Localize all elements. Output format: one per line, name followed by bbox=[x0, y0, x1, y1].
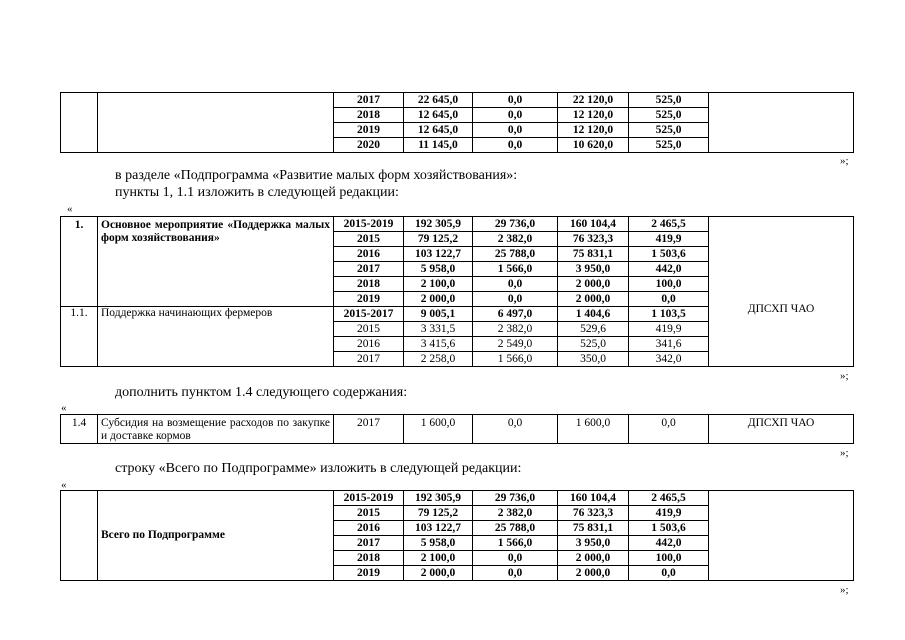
closing-quote: »; bbox=[840, 370, 849, 382]
num-cell bbox=[61, 93, 98, 153]
value-cell: 6 497,0 bbox=[473, 307, 558, 322]
value-cell: 525,0 bbox=[629, 138, 709, 153]
num-cell bbox=[61, 491, 98, 581]
value-cell: 419,9 bbox=[629, 506, 709, 521]
value-cell: 0,0 bbox=[473, 551, 558, 566]
value-cell: 525,0 bbox=[629, 93, 709, 108]
item-name: Основное мероприятие «Поддержка малых форм хозяйствования» bbox=[98, 217, 334, 307]
year-cell: 2017 bbox=[334, 415, 404, 444]
closing-quote: »; bbox=[840, 447, 849, 459]
value-cell: 1 503,6 bbox=[629, 247, 709, 262]
value-cell: 1 503,6 bbox=[629, 521, 709, 536]
value-cell: 22 120,0 bbox=[558, 93, 629, 108]
value-cell: 2 382,0 bbox=[473, 322, 558, 337]
value-cell: 2 000,0 bbox=[558, 277, 629, 292]
opening-quote: « bbox=[61, 402, 67, 414]
value-cell: 1 404,6 bbox=[558, 307, 629, 322]
year-cell: 2018 bbox=[334, 277, 404, 292]
year-cell: 2015 bbox=[334, 506, 404, 521]
value-cell: 2 465,5 bbox=[629, 217, 709, 232]
total-cell: 5 958,0 bbox=[404, 262, 473, 277]
year-cell: 2017 bbox=[334, 536, 404, 551]
total-cell: 79 125,2 bbox=[404, 232, 473, 247]
value-cell: 2 549,0 bbox=[473, 337, 558, 352]
paragraph-items: пункты 1, 1.1 изложить в следующей редакции: bbox=[115, 185, 399, 200]
table-total bbox=[60, 490, 854, 581]
year-cell: 2015 bbox=[334, 322, 404, 337]
value-cell: 1 566,0 bbox=[473, 352, 558, 367]
value-cell: 2 382,0 bbox=[473, 506, 558, 521]
year-cell: 2017 bbox=[334, 93, 404, 108]
year-cell: 2018 bbox=[334, 551, 404, 566]
year-cell: 2018 bbox=[334, 108, 404, 123]
value-cell: 525,0 bbox=[629, 108, 709, 123]
value-cell: 1 600,0 bbox=[558, 415, 629, 444]
value-cell: 12 120,0 bbox=[558, 108, 629, 123]
total-cell: 192 305,9 bbox=[404, 217, 473, 232]
value-cell: 525,0 bbox=[558, 337, 629, 352]
total-cell: 2 258,0 bbox=[404, 352, 473, 367]
value-cell: 75 831,1 bbox=[558, 521, 629, 536]
value-cell: 3 950,0 bbox=[558, 536, 629, 551]
total-cell: 11 145,0 bbox=[404, 138, 473, 153]
value-cell: 419,9 bbox=[629, 232, 709, 247]
value-cell: 29 736,0 bbox=[473, 217, 558, 232]
item-number: 1.4 bbox=[61, 415, 98, 444]
value-cell: 0,0 bbox=[629, 415, 709, 444]
total-cell: 2 100,0 bbox=[404, 277, 473, 292]
executor-cell bbox=[709, 93, 854, 153]
value-cell: 76 323,3 bbox=[558, 232, 629, 247]
value-cell: 0,0 bbox=[473, 93, 558, 108]
total-label: Всего по Подпрограмме bbox=[98, 491, 334, 581]
value-cell: 0,0 bbox=[473, 566, 558, 581]
table-row bbox=[61, 491, 854, 506]
table-row bbox=[61, 217, 854, 232]
item-name: Поддержка начинающих фермеров bbox=[98, 307, 334, 367]
value-cell: 100,0 bbox=[629, 277, 709, 292]
total-cell: 2 000,0 bbox=[404, 292, 473, 307]
total-cell: 5 958,0 bbox=[404, 536, 473, 551]
value-cell: 25 788,0 bbox=[473, 521, 558, 536]
value-cell: 350,0 bbox=[558, 352, 629, 367]
value-cell: 0,0 bbox=[473, 415, 558, 444]
total-cell: 3 415,6 bbox=[404, 337, 473, 352]
total-cell: 1 600,0 bbox=[404, 415, 473, 444]
total-cell: 12 645,0 bbox=[404, 123, 473, 138]
value-cell: 76 323,3 bbox=[558, 506, 629, 521]
year-cell: 2016 bbox=[334, 337, 404, 352]
year-cell: 2017 bbox=[334, 352, 404, 367]
value-cell: 1 566,0 bbox=[473, 262, 558, 277]
year-cell: 2019 bbox=[334, 292, 404, 307]
value-cell: 25 788,0 bbox=[473, 247, 558, 262]
total-cell: 79 125,2 bbox=[404, 506, 473, 521]
value-cell: 100,0 bbox=[629, 551, 709, 566]
value-cell: 419,9 bbox=[629, 322, 709, 337]
value-cell: 3 950,0 bbox=[558, 262, 629, 277]
value-cell: 2 000,0 bbox=[558, 292, 629, 307]
year-cell: 2016 bbox=[334, 247, 404, 262]
value-cell: 0,0 bbox=[473, 292, 558, 307]
value-cell: 29 736,0 bbox=[473, 491, 558, 506]
value-cell: 160 104,4 bbox=[558, 491, 629, 506]
value-cell: 2 000,0 bbox=[558, 566, 629, 581]
executor-cell: ДПСХП ЧАО bbox=[709, 415, 854, 444]
opening-quote: « bbox=[67, 203, 73, 215]
item-number: 1.1. bbox=[61, 307, 98, 367]
opening-quote: « bbox=[61, 479, 67, 491]
year-cell: 2019 bbox=[334, 566, 404, 581]
year-cell: 2015-2017 bbox=[334, 307, 404, 322]
year-cell: 2017 bbox=[334, 262, 404, 277]
total-cell: 103 122,7 bbox=[404, 521, 473, 536]
year-cell: 2016 bbox=[334, 521, 404, 536]
year-cell: 2019 bbox=[334, 123, 404, 138]
table-row bbox=[61, 415, 854, 444]
value-cell: 0,0 bbox=[473, 277, 558, 292]
total-cell: 3 331,5 bbox=[404, 322, 473, 337]
value-cell: 1 103,5 bbox=[629, 307, 709, 322]
value-cell: 2 465,5 bbox=[629, 491, 709, 506]
item-number: 1. bbox=[61, 217, 98, 307]
total-cell: 9 005,1 bbox=[404, 307, 473, 322]
value-cell: 12 120,0 bbox=[558, 123, 629, 138]
value-cell: 525,0 bbox=[629, 123, 709, 138]
name-cell bbox=[98, 93, 334, 153]
year-cell: 2015-2019 bbox=[334, 217, 404, 232]
value-cell: 2 000,0 bbox=[558, 551, 629, 566]
table-continuation bbox=[60, 92, 854, 153]
value-cell: 2 382,0 bbox=[473, 232, 558, 247]
total-cell: 2 100,0 bbox=[404, 551, 473, 566]
table-item-1.4 bbox=[60, 414, 854, 444]
total-cell: 2 000,0 bbox=[404, 566, 473, 581]
year-cell: 2020 bbox=[334, 138, 404, 153]
executor-cell bbox=[709, 491, 854, 581]
executor-label: ДПСХП ЧАО bbox=[747, 302, 815, 315]
value-cell: 529,6 bbox=[558, 322, 629, 337]
year-cell: 2015-2019 bbox=[334, 491, 404, 506]
executor-cell bbox=[709, 217, 854, 367]
table-items-1-1.1 bbox=[60, 216, 854, 367]
total-cell: 103 122,7 bbox=[404, 247, 473, 262]
value-cell: 442,0 bbox=[629, 262, 709, 277]
value-cell: 0,0 bbox=[473, 108, 558, 123]
value-cell: 1 566,0 bbox=[473, 536, 558, 551]
closing-quote: »; bbox=[840, 584, 849, 596]
table-row bbox=[61, 93, 854, 108]
item-name: Субсидия на возмещение расходов по закупке и доставке кормов bbox=[98, 415, 334, 444]
paragraph-total-row: строку «Всего по Подпрограмме» изложить в следующей редакции: bbox=[115, 461, 522, 476]
value-cell: 342,0 bbox=[629, 352, 709, 367]
value-cell: 0,0 bbox=[629, 292, 709, 307]
value-cell: 0,0 bbox=[629, 566, 709, 581]
total-cell: 192 305,9 bbox=[404, 491, 473, 506]
value-cell: 0,0 bbox=[473, 138, 558, 153]
year-cell: 2015 bbox=[334, 232, 404, 247]
total-cell: 22 645,0 bbox=[404, 93, 473, 108]
value-cell: 0,0 bbox=[473, 123, 558, 138]
value-cell: 341,6 bbox=[629, 337, 709, 352]
paragraph-add-item: дополнить пунктом 1.4 следующего содержания: bbox=[115, 385, 408, 400]
value-cell: 75 831,1 bbox=[558, 247, 629, 262]
value-cell: 442,0 bbox=[629, 536, 709, 551]
value-cell: 10 620,0 bbox=[558, 138, 629, 153]
paragraph-section: в разделе «Подпрограмма «Развитие малых форм хозяйствования»: bbox=[115, 168, 518, 183]
total-cell: 12 645,0 bbox=[404, 108, 473, 123]
value-cell: 160 104,4 bbox=[558, 217, 629, 232]
closing-quote: »; bbox=[840, 155, 849, 167]
